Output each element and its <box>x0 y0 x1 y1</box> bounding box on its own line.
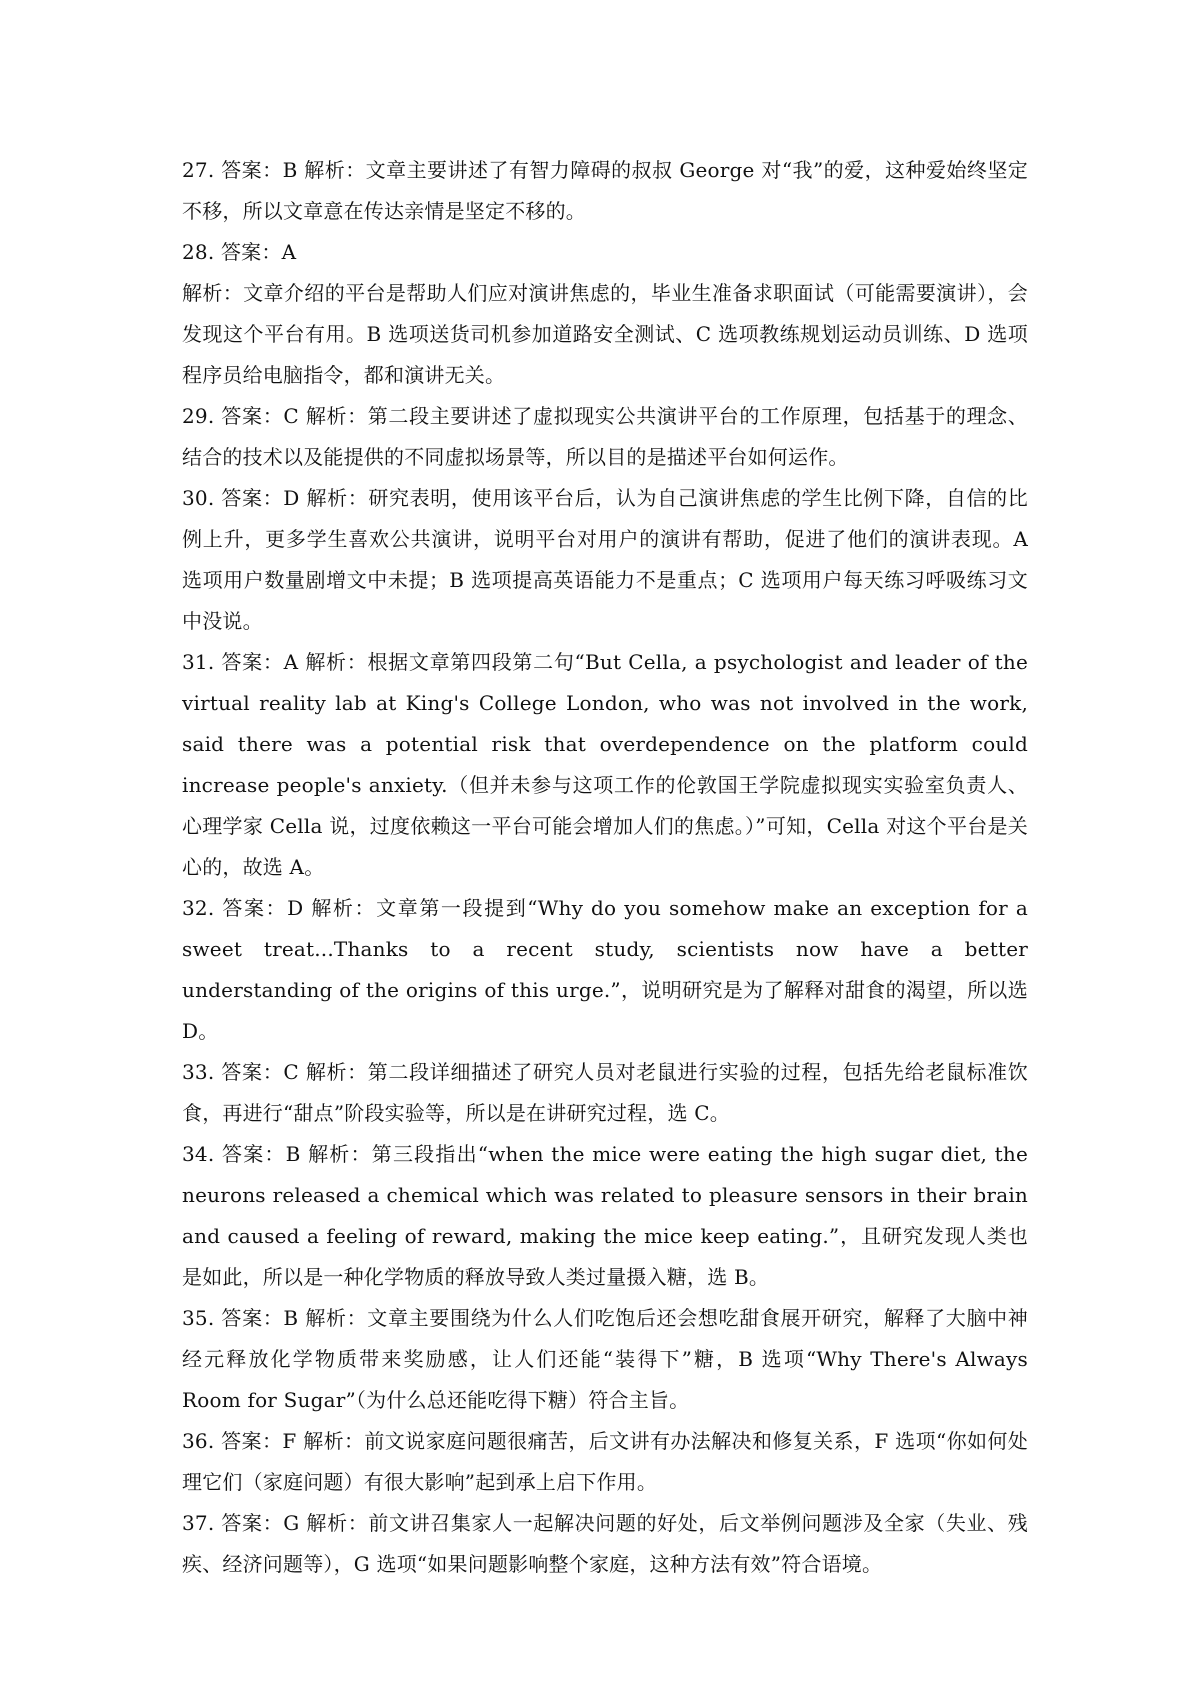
answer-30: 30. 答案：D 解析：研究表明，使用该平台后，认为自己演讲焦虑的学生比例下降，自信的比例上升，更多学生喜欢公共演讲，说明平台对用户的演讲有帮助，促进了他们的演讲表现。A 选项用户数量剧增文中未提；B 选项提高英语能力不是重点；C 选项用户每天练习呼吸练习文中没说。 <box>182 486 1028 633</box>
answer-key-text <box>182 150 1028 1585</box>
answer-31: 31. 答案：A 解析：根据文章第四段第二句“But Cella, a psychologist and leader of the virtual reality lab at King's College London, who was not involved in the work, said there was a potential risk that overdependence on the platform could increase people's anxiety.（但并未参与这项工作的伦敦国王学院虚拟现实实验室负责人、心理学家 Cella 说，过度依赖这一平台可能会增加人们的焦虑。）”可知，Cella 对这个平台是关心的，故选 A。 <box>182 650 1028 879</box>
answer-32: 32. 答案：D 解析：文章第一段提到“Why do you somehow make an exception for a sweet treat...Thanks to a recent study, scientists now have a better understanding of the origins of this urge.”，说明研究是为了解释对甜食的渴望，所以选 D。 <box>182 896 1028 1043</box>
answer-34: 34. 答案：B 解析：第三段指出“when the mice were eating the high sugar diet, the neurons released a chemical which was related to pleasure sensors in their brain and caused a feeling of reward, making the mice keep eating.”，且研究发现人类也是如此，所以是一种化学物质的释放导致人类过量摄入糖，选 B。 <box>182 1142 1028 1289</box>
answer-37: 37. 答案：G 解析：前文讲召集家人一起解决问题的好处，后文举例问题涉及全家（失业、残疾、经济问题等），G 选项“如果问题影响整个家庭，这种方法有效”符合语境。 <box>182 1511 1028 1576</box>
answer-36: 36. 答案：F 解析：前文说家庭问题很痛苦，后文讲有办法解决和修复关系，F 选项“你如何处理它们（家庭问题）有很大影响”起到承上启下作用。 <box>182 1429 1028 1494</box>
answer-33: 33. 答案：C 解析：第二段详细描述了研究人员对老鼠进行实验的过程，包括先给老鼠标准饮食，再进行“甜点”阶段实验等，所以是在讲研究过程，选 C。 <box>182 1060 1028 1125</box>
answer-28-explanation: 解析：文章介绍的平台是帮助人们应对演讲焦虑的，毕业生准备求职面试（可能需要演讲），会发现这个平台有用。B 选项送货司机参加道路安全测试、C 选项教练规划运动员训练、D 选项程序员给电脑指令，都和演讲无关。 <box>182 281 1028 387</box>
answer-35: 35. 答案：B 解析：文章主要围绕为什么人们吃饱后还会想吃甜食展开研究，解释了大脑中神经元释放化学物质带来奖励感，让人们还能“装得下”糖，B 选项“Why There's Always Room for Sugar”（为什么总还能吃得下糖）符合主旨。 <box>182 1306 1028 1412</box>
answer-27: 27. 答案：B 解析：文章主要讲述了有智力障碍的叔叔 George 对“我”的爱，这种爱始终坚定不移，所以文章意在传达亲情是坚定不移的。 <box>182 158 1028 223</box>
answer-29: 29. 答案：C 解析：第二段主要讲述了虚拟现实公共演讲平台的工作原理，包括基于的理念、结合的技术以及能提供的不同虚拟场景等，所以目的是描述平台如何运作。 <box>182 404 1028 469</box>
answer-28: 28. 答案：A <box>182 240 297 264</box>
